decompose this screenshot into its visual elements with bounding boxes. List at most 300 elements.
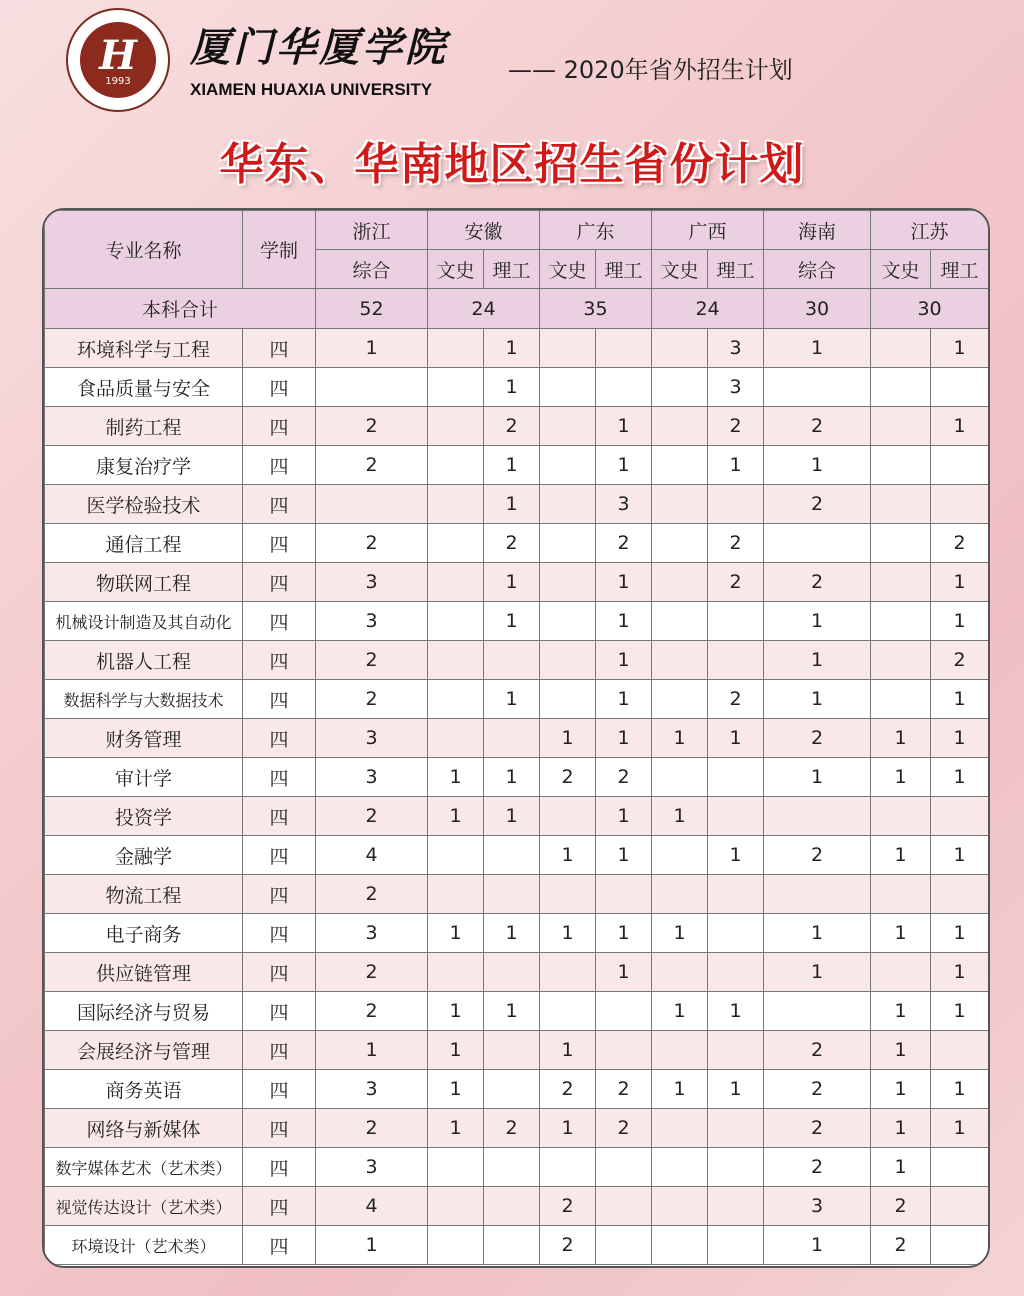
quota-cell: 3: [708, 329, 764, 368]
quota-cell: [652, 485, 708, 524]
quota-cell: 1: [708, 719, 764, 758]
quota-cell: 1: [484, 485, 540, 524]
quota-cell: [428, 641, 484, 680]
quota-cell: [540, 641, 596, 680]
quota-cell: 2: [708, 524, 764, 563]
quota-cell: 1: [871, 719, 931, 758]
years-value: 四: [243, 875, 316, 914]
table-row: [45, 758, 989, 797]
major-name: 会展经济与管理: [45, 1031, 243, 1070]
quota-cell: [540, 485, 596, 524]
table-row: [45, 992, 989, 1031]
quota-cell: [871, 602, 931, 641]
table-row: [45, 1109, 989, 1148]
years-value: 四: [243, 485, 316, 524]
quota-cell: [428, 446, 484, 485]
quota-cell: 2: [764, 485, 871, 524]
quota-cell: [652, 407, 708, 446]
quota-cell: [484, 1187, 540, 1226]
quota-cell: [708, 1187, 764, 1226]
table-row: [45, 914, 989, 953]
quota-cell: [652, 368, 708, 407]
quota-cell: [428, 1187, 484, 1226]
quota-cell: 2: [316, 797, 428, 836]
quota-cell: 1: [484, 563, 540, 602]
quota-cell: [871, 407, 931, 446]
quota-cell: [652, 836, 708, 875]
quota-cell: [652, 446, 708, 485]
quota-cell: 2: [484, 1109, 540, 1148]
quota-cell: [484, 641, 540, 680]
quota-cell: 1: [764, 641, 871, 680]
total-label: 本科合计: [45, 289, 316, 329]
table-row: [45, 875, 989, 914]
quota-cell: 3: [316, 914, 428, 953]
years-value: 四: [243, 953, 316, 992]
quota-cell: 1: [484, 446, 540, 485]
quota-cell: [316, 485, 428, 524]
quota-cell: [652, 1109, 708, 1148]
major-name: 国际经济与贸易: [45, 992, 243, 1031]
table-row: [45, 524, 989, 563]
years-value: 四: [243, 992, 316, 1031]
quota-cell: 2: [484, 524, 540, 563]
header-subject: 综合: [764, 250, 871, 289]
quota-cell: [428, 602, 484, 641]
quota-cell: 2: [708, 563, 764, 602]
quota-cell: 1: [540, 1109, 596, 1148]
quota-cell: [708, 602, 764, 641]
quota-cell: [596, 1226, 652, 1265]
quota-cell: [652, 758, 708, 797]
quota-cell: [596, 875, 652, 914]
quota-cell: 1: [484, 914, 540, 953]
quota-cell: [871, 797, 931, 836]
major-name: 物流工程: [45, 875, 243, 914]
quota-cell: [428, 407, 484, 446]
quota-cell: [764, 875, 871, 914]
quota-cell: [708, 1226, 764, 1265]
quota-cell: 1: [596, 446, 652, 485]
quota-cell: [540, 368, 596, 407]
quota-cell: 1: [871, 1031, 931, 1070]
major-name: 审计学: [45, 758, 243, 797]
quota-cell: 1: [484, 797, 540, 836]
major-name: 投资学: [45, 797, 243, 836]
quota-cell: 1: [931, 758, 989, 797]
quota-cell: 2: [316, 992, 428, 1031]
quota-cell: 1: [596, 680, 652, 719]
table-row: [45, 953, 989, 992]
quota-cell: 1: [931, 329, 989, 368]
quota-cell: 3: [316, 563, 428, 602]
quota-cell: 1: [540, 836, 596, 875]
quota-cell: [931, 1031, 989, 1070]
total-value: 30: [764, 289, 871, 329]
total-value: 52: [316, 289, 428, 329]
quota-cell: [708, 641, 764, 680]
quota-cell: [428, 563, 484, 602]
header-subject: 理工: [484, 250, 540, 289]
quota-cell: [871, 875, 931, 914]
quota-cell: [871, 485, 931, 524]
quota-cell: 1: [764, 1226, 871, 1265]
quota-cell: 4: [316, 836, 428, 875]
quota-cell: [652, 680, 708, 719]
quota-cell: 1: [428, 1031, 484, 1070]
quota-cell: 1: [764, 953, 871, 992]
quota-cell: [540, 992, 596, 1031]
quota-cell: 1: [428, 797, 484, 836]
quota-cell: [428, 680, 484, 719]
quota-cell: [764, 524, 871, 563]
major-name: 金融学: [45, 836, 243, 875]
quota-cell: [428, 368, 484, 407]
quota-cell: [596, 1148, 652, 1187]
years-value: 四: [243, 797, 316, 836]
quota-cell: 2: [764, 1031, 871, 1070]
quota-cell: [708, 1148, 764, 1187]
major-name: 财务管理: [45, 719, 243, 758]
quota-cell: 2: [871, 1187, 931, 1226]
quota-cell: 1: [931, 914, 989, 953]
table-row: [45, 329, 989, 368]
quota-cell: 2: [540, 1070, 596, 1109]
years-value: 四: [243, 446, 316, 485]
quota-cell: 2: [316, 680, 428, 719]
quota-cell: 4: [316, 1187, 428, 1226]
header-province: 安徽: [428, 211, 540, 250]
quota-cell: 3: [316, 758, 428, 797]
quota-cell: [871, 368, 931, 407]
major-name: 通信工程: [45, 524, 243, 563]
quota-cell: [540, 953, 596, 992]
header-subject: 文史: [428, 250, 484, 289]
quota-cell: 2: [708, 680, 764, 719]
header-subject: 理工: [708, 250, 764, 289]
header-province: 广东: [540, 211, 652, 250]
quota-cell: 1: [316, 1031, 428, 1070]
subtitle: —— 2020年省外招生计划: [508, 56, 793, 84]
quota-cell: [871, 680, 931, 719]
quota-cell: 1: [484, 329, 540, 368]
quota-cell: 3: [316, 1070, 428, 1109]
quota-cell: [871, 446, 931, 485]
quota-cell: 1: [871, 914, 931, 953]
table-row: [45, 602, 989, 641]
table-row: [45, 1070, 989, 1109]
table-row: [45, 485, 989, 524]
header-subject: 综合: [316, 250, 428, 289]
quota-cell: [708, 1109, 764, 1148]
quota-cell: [931, 1148, 989, 1187]
quota-cell: 1: [871, 758, 931, 797]
quota-cell: [484, 1031, 540, 1070]
quota-cell: 1: [652, 914, 708, 953]
quota-cell: [931, 797, 989, 836]
quota-cell: 1: [428, 758, 484, 797]
quota-cell: [540, 563, 596, 602]
quota-cell: 2: [540, 1187, 596, 1226]
quota-cell: [428, 1226, 484, 1265]
quota-cell: 1: [764, 329, 871, 368]
table-row: [45, 563, 989, 602]
quota-cell: 2: [596, 758, 652, 797]
major-name: 商务英语: [45, 1070, 243, 1109]
quota-cell: [652, 1226, 708, 1265]
quota-cell: 1: [316, 329, 428, 368]
quota-cell: 2: [596, 1109, 652, 1148]
quota-cell: 2: [764, 836, 871, 875]
logo-mark: H: [99, 32, 137, 79]
major-name: 数字媒体艺术（艺术类）: [45, 1148, 243, 1187]
quota-cell: 2: [596, 1070, 652, 1109]
quota-cell: [652, 329, 708, 368]
quota-cell: [428, 485, 484, 524]
quota-cell: 1: [596, 602, 652, 641]
quota-cell: [652, 875, 708, 914]
major-name: 食品质量与安全: [45, 368, 243, 407]
quota-cell: [652, 1187, 708, 1226]
years-value: 四: [243, 1031, 316, 1070]
total-value: 35: [540, 289, 652, 329]
header-subject: 文史: [652, 250, 708, 289]
quota-cell: 1: [931, 992, 989, 1031]
quota-cell: 1: [428, 1070, 484, 1109]
quota-cell: [540, 446, 596, 485]
quota-cell: 1: [708, 992, 764, 1031]
quota-cell: [652, 1031, 708, 1070]
major-name: 视觉传达设计（艺术类）: [45, 1187, 243, 1226]
quota-cell: 1: [708, 446, 764, 485]
major-name: 物联网工程: [45, 563, 243, 602]
quota-cell: 1: [871, 1148, 931, 1187]
quota-cell: 1: [540, 719, 596, 758]
quota-cell: 1: [871, 1070, 931, 1109]
quota-cell: 3: [708, 368, 764, 407]
table-row: [45, 446, 989, 485]
quota-cell: [484, 836, 540, 875]
quota-cell: 1: [764, 446, 871, 485]
quota-cell: 1: [596, 953, 652, 992]
total-row: [45, 289, 989, 329]
quota-cell: 2: [316, 407, 428, 446]
university-logo: [66, 8, 170, 112]
years-value: 四: [243, 563, 316, 602]
quota-cell: 1: [652, 797, 708, 836]
quota-cell: 2: [931, 641, 989, 680]
quota-cell: 1: [428, 1109, 484, 1148]
quota-cell: 2: [764, 1070, 871, 1109]
header-major: 专业名称: [45, 211, 243, 289]
major-name: 数据科学与大数据技术: [45, 680, 243, 719]
quota-cell: 3: [316, 719, 428, 758]
quota-cell: 2: [764, 563, 871, 602]
major-name: 制药工程: [45, 407, 243, 446]
quota-cell: [708, 953, 764, 992]
quota-cell: [931, 875, 989, 914]
years-value: 四: [243, 1148, 316, 1187]
quota-cell: 1: [931, 1070, 989, 1109]
quota-cell: 1: [596, 797, 652, 836]
quota-cell: [596, 992, 652, 1031]
table-row: [45, 797, 989, 836]
years-value: 四: [243, 602, 316, 641]
quota-cell: [484, 1148, 540, 1187]
quota-cell: [931, 1226, 989, 1265]
years-value: 四: [243, 368, 316, 407]
quota-cell: 2: [484, 407, 540, 446]
major-name: 机器人工程: [45, 641, 243, 680]
quota-cell: [708, 875, 764, 914]
table-row: [45, 836, 989, 875]
quota-cell: 1: [871, 1109, 931, 1148]
quota-cell: 1: [931, 407, 989, 446]
quota-cell: [540, 797, 596, 836]
quota-cell: [652, 1148, 708, 1187]
table-row: [45, 719, 989, 758]
quota-cell: [428, 719, 484, 758]
quota-cell: [428, 1148, 484, 1187]
quota-cell: [484, 953, 540, 992]
quota-cell: 3: [764, 1187, 871, 1226]
quota-cell: 1: [596, 914, 652, 953]
header-years: 学制: [243, 211, 316, 289]
quota-cell: [871, 563, 931, 602]
table-row: [45, 407, 989, 446]
quota-cell: 1: [652, 1070, 708, 1109]
years-value: 四: [243, 1187, 316, 1226]
university-name-cn: 厦门华厦学院: [190, 24, 448, 71]
quota-cell: [428, 953, 484, 992]
major-name: 供应链管理: [45, 953, 243, 992]
quota-cell: [652, 524, 708, 563]
quota-cell: [540, 407, 596, 446]
quota-cell: 2: [764, 719, 871, 758]
quota-cell: [428, 329, 484, 368]
logo-year: 1993: [105, 76, 131, 87]
years-value: 四: [243, 1109, 316, 1148]
quota-cell: [540, 875, 596, 914]
quota-cell: 1: [708, 1070, 764, 1109]
years-value: 四: [243, 329, 316, 368]
quota-cell: [931, 485, 989, 524]
years-value: 四: [243, 914, 316, 953]
page-title: 华东、华南地区招生省份计划: [219, 139, 805, 190]
quota-cell: 1: [316, 1226, 428, 1265]
total-value: 30: [871, 289, 989, 329]
quota-cell: [540, 680, 596, 719]
quota-cell: 1: [931, 953, 989, 992]
years-value: 四: [243, 1070, 316, 1109]
quota-cell: [871, 524, 931, 563]
quota-cell: 1: [931, 836, 989, 875]
table-row: [45, 1226, 989, 1265]
quota-cell: [316, 368, 428, 407]
quota-cell: [596, 368, 652, 407]
quota-cell: 1: [764, 680, 871, 719]
total-value: 24: [652, 289, 764, 329]
quota-cell: 1: [484, 680, 540, 719]
quota-cell: [596, 1031, 652, 1070]
quota-cell: [484, 875, 540, 914]
quota-cell: 1: [484, 758, 540, 797]
quota-cell: [652, 953, 708, 992]
quota-cell: 1: [428, 914, 484, 953]
quota-cell: 1: [708, 836, 764, 875]
quota-cell: [764, 368, 871, 407]
major-name: 电子商务: [45, 914, 243, 953]
quota-cell: 2: [316, 524, 428, 563]
major-name: 环境设计（艺术类）: [45, 1226, 243, 1265]
quota-cell: [652, 602, 708, 641]
quota-cell: 1: [484, 368, 540, 407]
quota-cell: 1: [596, 719, 652, 758]
quota-cell: [708, 758, 764, 797]
quota-cell: 1: [764, 602, 871, 641]
quota-cell: [871, 641, 931, 680]
quota-cell: [428, 524, 484, 563]
quota-cell: [428, 875, 484, 914]
table-row: [45, 1187, 989, 1226]
quota-cell: 1: [931, 680, 989, 719]
table-row: [45, 641, 989, 680]
major-name: 环境科学与工程: [45, 329, 243, 368]
years-value: 四: [243, 407, 316, 446]
table-row: [45, 1031, 989, 1070]
quota-cell: 1: [540, 1031, 596, 1070]
enrollment-table: [42, 208, 990, 1268]
years-value: 四: [243, 758, 316, 797]
quota-cell: 1: [871, 992, 931, 1031]
quota-cell: 1: [931, 719, 989, 758]
major-name: 医学检验技术: [45, 485, 243, 524]
quota-cell: 3: [316, 602, 428, 641]
quota-cell: 2: [764, 1109, 871, 1148]
university-name-en: XIAMEN HUAXIA UNIVERSITY: [190, 80, 433, 99]
quota-cell: [708, 485, 764, 524]
quota-cell: [931, 1187, 989, 1226]
quota-cell: 2: [708, 407, 764, 446]
quota-cell: [708, 1031, 764, 1070]
major-name: 康复治疗学: [45, 446, 243, 485]
quota-cell: 1: [596, 641, 652, 680]
quota-cell: 2: [764, 407, 871, 446]
quota-cell: 3: [316, 1148, 428, 1187]
quota-cell: 1: [596, 407, 652, 446]
quota-cell: 3: [596, 485, 652, 524]
header-subject: 理工: [596, 250, 652, 289]
header-province: 江苏: [871, 211, 989, 250]
quota-cell: [764, 797, 871, 836]
quota-cell: 1: [484, 992, 540, 1031]
quota-cell: 2: [316, 1109, 428, 1148]
quota-cell: 2: [316, 875, 428, 914]
quota-cell: 2: [316, 953, 428, 992]
quota-cell: 1: [764, 758, 871, 797]
header-subject: 文史: [540, 250, 596, 289]
header-province: 广西: [652, 211, 764, 250]
quota-cell: 2: [316, 641, 428, 680]
quota-cell: [540, 602, 596, 641]
total-value: 24: [428, 289, 540, 329]
years-value: 四: [243, 719, 316, 758]
quota-cell: 2: [316, 446, 428, 485]
quota-cell: 1: [428, 992, 484, 1031]
quota-cell: [708, 797, 764, 836]
quota-cell: [484, 1070, 540, 1109]
quota-cell: 1: [931, 602, 989, 641]
